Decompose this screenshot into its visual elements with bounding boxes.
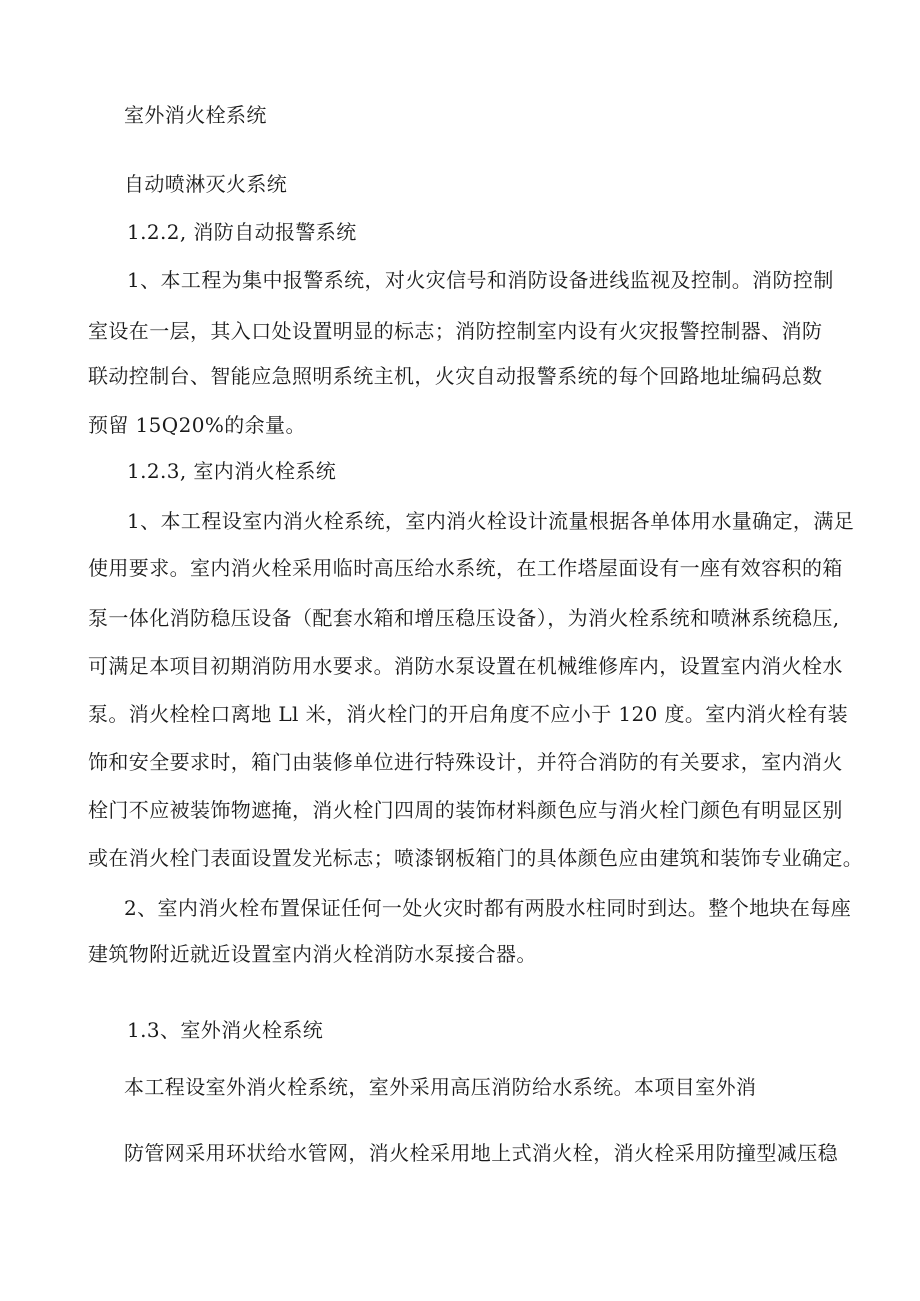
heading-sprinkler: 自动喷淋灭火系统 bbox=[124, 172, 288, 196]
heading-outdoor-hydrant: 室外消火栓系统 bbox=[124, 103, 267, 127]
paragraph-line: 使用要求。室内消火栓采用临时高压给水系统，在工作塔屋面设有一座有效容积的箱 bbox=[88, 556, 843, 580]
paragraph-line: 1、本工程为集中报警系统，对火灾信号和消防设备进线监视及控制。消防控制 bbox=[127, 268, 834, 292]
paragraph-line: 防管网采用环状给水管网，消火栓采用地上式消火栓，消火栓采用防撞型减压稳 bbox=[124, 1141, 838, 1165]
paragraph-line: 栓门不应被装饰物遮掩，消火栓门四周的装饰材料颜色应与消火栓门颜色有明显区别 bbox=[88, 798, 843, 822]
paragraph-line: 室设在一层，其入口处设置明显的标志；消防控制室内设有火灾报警控制器、消防 bbox=[88, 319, 823, 343]
paragraph-line: 本工程设室外消火栓系统，室外采用高压消防给水系统。本项目室外消 bbox=[124, 1075, 757, 1099]
section-title-indoor-hydrant: 1.2.3, 室内消火栓系统 bbox=[127, 459, 337, 483]
paragraph-line: 预留 15Q20%的余量。 bbox=[88, 413, 306, 437]
section-title-outdoor-hydrant: 1.3、室外消火栓系统 bbox=[127, 1018, 324, 1042]
paragraph-line: 饰和安全要求时，箱门由装修单位进行特殊设计，并符合消防的有关要求，室内消火 bbox=[88, 750, 843, 774]
paragraph-line: 泵一体化消防稳压设备（配套水箱和增压稳压设备），为消火栓系统和喷淋系统稳压, bbox=[88, 606, 840, 630]
paragraph-line: 建筑物附近就近设置室内消火栓消防水泵接合器。 bbox=[88, 942, 537, 966]
paragraph-line: 1、本工程设室内消火栓系统，室内消火栓设计流量根据各单体用水量确定，满足 bbox=[127, 509, 855, 533]
paragraph-line: 2、室内消火栓布置保证任何一处火灾时都有两股水柱同时到达。整个地块在每座 bbox=[124, 896, 852, 920]
paragraph-line: 或在消火栓门表面设置发光标志；喷漆钢板箱门的具体颜色应由建筑和装饰专业确定。 bbox=[88, 846, 864, 870]
paragraph-line: 联动控制台、智能应急照明系统主机，火灾自动报警系统的每个回路地址编码总数 bbox=[88, 364, 823, 388]
section-title-alarm: 1.2.2, 消防自动报警系统 bbox=[127, 220, 357, 244]
paragraph-line: 可满足本项目初期消防用水要求。消防水泵设置在机械维修库内，设置室内消火栓水 bbox=[88, 654, 843, 678]
paragraph-line: 泵。消火栓栓口离地 Ll 米，消火栓门的开启角度不应小于 120 度。室内消火栓有装 bbox=[88, 702, 849, 726]
